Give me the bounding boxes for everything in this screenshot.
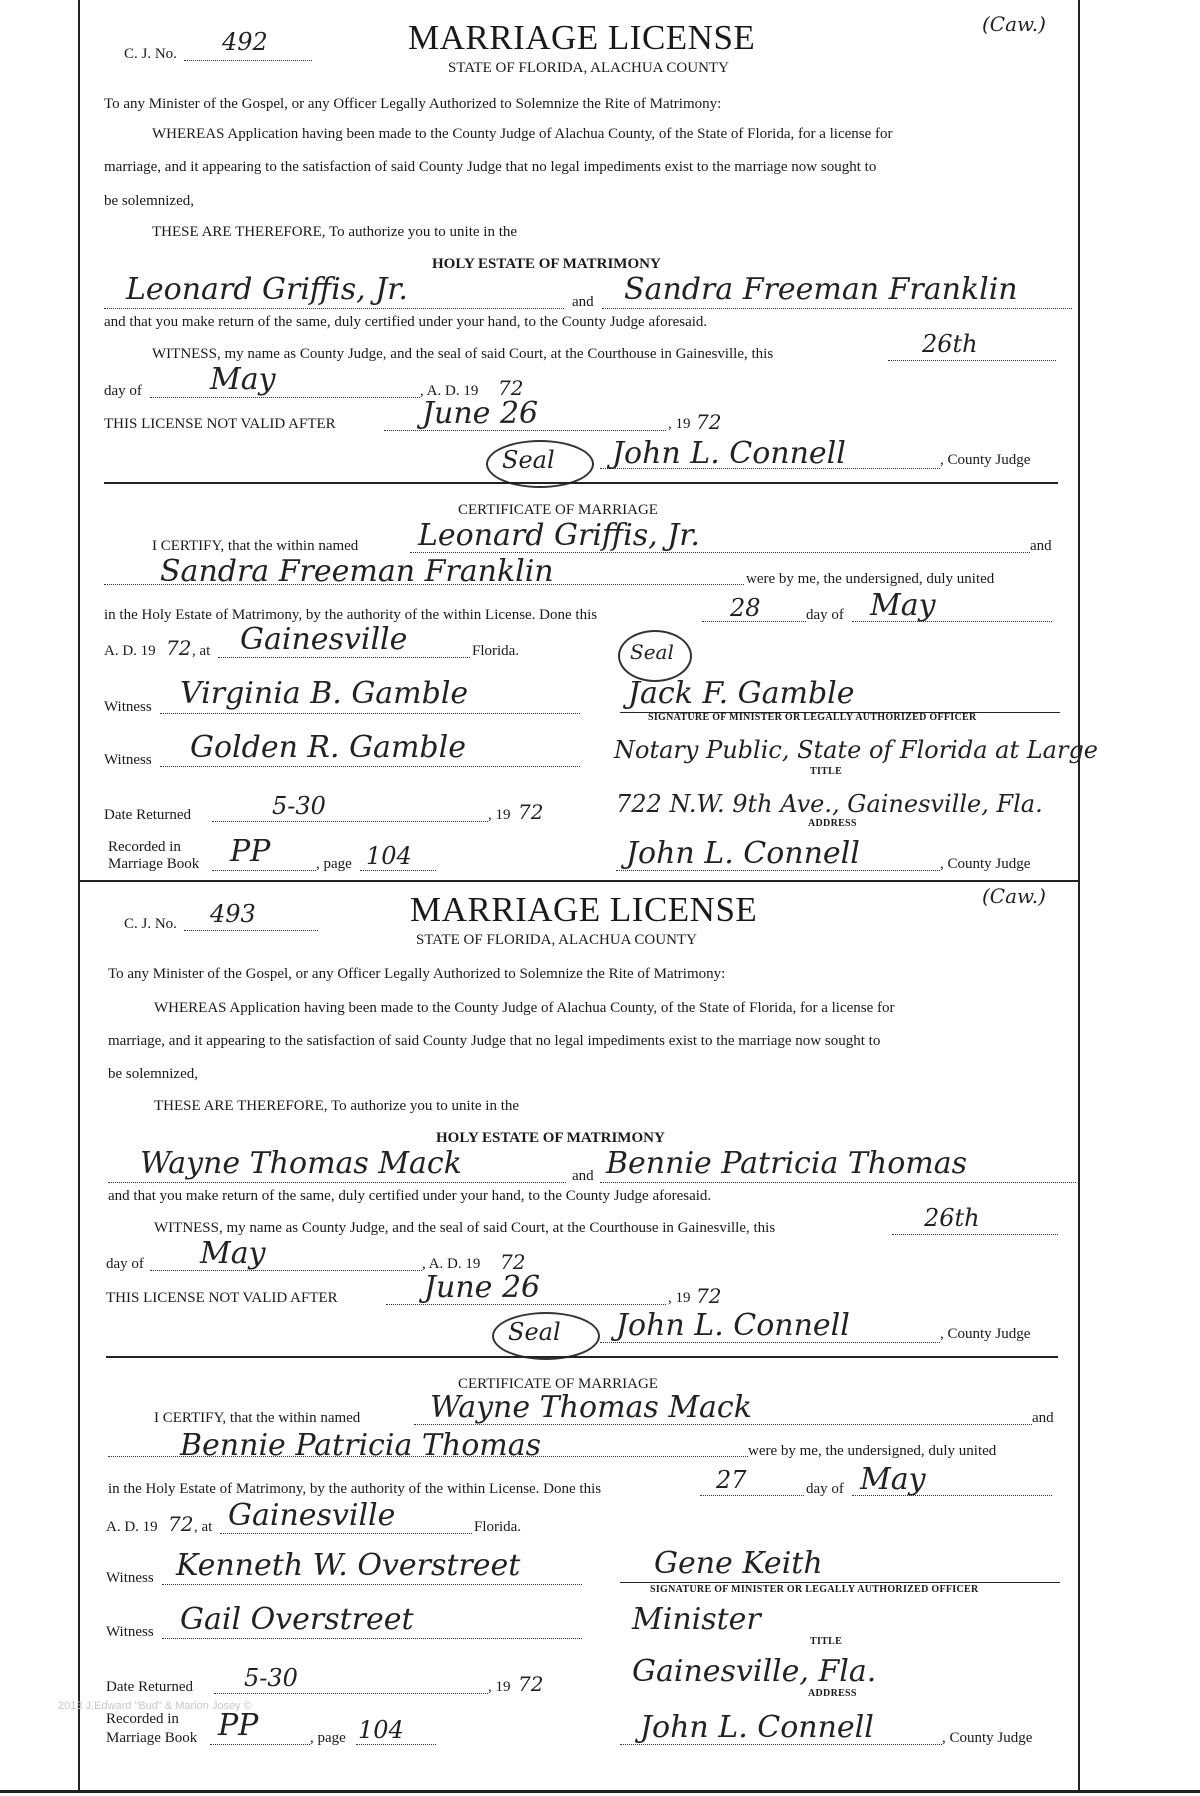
cj-number: 492: [222, 28, 268, 56]
date-returned: 5-30: [244, 1664, 298, 1692]
recorded-label-2: Marriage Book: [108, 856, 200, 872]
section-divider: [104, 482, 1058, 484]
address-line: To any Minister of the Gospel, or any Officer Legally Authorized to Solemnize the Rite of Matrimony:: [104, 96, 722, 112]
license-subtitle: STATE OF FLORIDA, ALACHUA COUNTY: [448, 60, 729, 76]
whereas-line-3: be solemnized,: [104, 193, 194, 209]
holy-estate-heading: HOLY ESTATE OF MATRIMONY: [436, 1130, 665, 1146]
whereas-line-3: be solemnized,: [108, 1066, 198, 1082]
day-of-label: day of: [104, 383, 142, 399]
returned-year: 72: [518, 800, 544, 824]
ad-label: , A. D. 19: [420, 383, 479, 399]
certificate-title: CERTIFICATE OF MARRIAGE: [458, 1376, 658, 1392]
officer-signature: Jack F. Gamble: [628, 676, 855, 711]
certify-label: I CERTIFY, that the within named: [152, 538, 359, 554]
officer-title: Notary Public, State of Florida at Large: [614, 736, 1099, 764]
witness-text: WITNESS, my name as County Judge, and the seal of said Court, at the Courthouse in Gainesville, this: [154, 1220, 776, 1236]
day-of-label: day of: [106, 1256, 144, 1272]
cj-label: C. J. No.: [124, 916, 177, 932]
officer-signature: Gene Keith: [654, 1546, 823, 1581]
holy-estate-line: in the Holy Estate of Matrimony, by the authority of the within License. Done this: [108, 1481, 602, 1497]
page-label: , page: [316, 856, 352, 872]
done-place: Gainesville: [240, 622, 408, 657]
not-valid-label: THIS LICENSE NOT VALID AFTER: [104, 416, 336, 432]
whereas-line-1: WHEREAS Application having been made to the County Judge of Alachua County, of the State of Florida, for a license for: [152, 126, 893, 142]
florida-label: Florida.: [472, 643, 520, 659]
done-month: May: [870, 588, 936, 623]
page-number: 104: [358, 1716, 404, 1744]
cert-groom: Leonard Griffis, Jr.: [418, 518, 700, 553]
county-judge-label: , County Judge: [940, 452, 1031, 468]
seal-text: Seal: [508, 1318, 561, 1346]
cert-bride: Bennie Patricia Thomas: [180, 1428, 541, 1463]
license-subtitle: STATE OF FLORIDA, ALACHUA COUNTY: [416, 932, 697, 948]
license-divider: [80, 880, 1078, 882]
judge-signature: John L. Connell: [616, 1308, 850, 1343]
cert-bride: Sandra Freeman Franklin: [160, 554, 554, 589]
witness-day: 26th: [922, 330, 978, 358]
corner-note: (Caw.): [982, 884, 1046, 908]
whereas-line-1: WHEREAS Application having been made to the County Judge of Alachua County, of the State of Florida, for a license for: [154, 1000, 895, 1016]
were-united: were by me, the undersigned, duly united: [746, 571, 995, 587]
officer-caption: SIGNATURE OF MINISTER OR LEGALLY AUTHORIZED OFFICER: [650, 1584, 979, 1595]
recorder-signature: John L. Connell: [626, 836, 860, 871]
officer-address: 722 N.W. 9th Ave., Gainesville, Fla.: [616, 790, 1043, 818]
certify-label: I CERTIFY, that the within named: [154, 1410, 361, 1426]
ad-label: , A. D. 19: [422, 1256, 481, 1272]
book: PP: [218, 1708, 259, 1743]
returned-year: 72: [518, 1672, 544, 1696]
holy-estate-line: in the Holy Estate of Matrimony, by the authority of the within License. Done this: [104, 607, 598, 623]
return-text: and that you make return of the same, duly certified under your hand, to the County Judge aforesaid.: [104, 314, 708, 330]
bottom-border: [0, 1790, 1200, 1793]
officer-caption: SIGNATURE OF MINISTER OR LEGALLY AUTHORIZED OFFICER: [648, 712, 977, 723]
section-divider: [106, 1356, 1058, 1358]
done-place: Gainesville: [228, 1498, 396, 1533]
cj-label: C. J. No.: [124, 46, 177, 62]
copyright-watermark: 2013 J.Edward "Bud" & Marion Josey ©: [58, 1700, 252, 1712]
witness-label-2: Witness: [104, 752, 152, 768]
returned-year-prefix: , 19: [488, 807, 511, 823]
title-caption: TITLE: [810, 766, 843, 777]
address-caption: ADDRESS: [808, 818, 857, 829]
done-day: 27: [716, 1466, 747, 1494]
title-caption: TITLE: [810, 1636, 843, 1647]
date-returned-label: Date Returned: [106, 1679, 194, 1695]
seal-text: Seal: [502, 446, 555, 474]
cj-number: 493: [210, 900, 256, 928]
day-of-2: day of: [806, 607, 844, 623]
done-year: 72: [166, 636, 192, 660]
page-label: , page: [310, 1730, 346, 1746]
day-of-2: day of: [806, 1481, 844, 1497]
witness-text: WITNESS, my name as County Judge, and the seal of said Court, at the Courthouse in Gainesville, this: [152, 346, 774, 362]
address-line: To any Minister of the Gospel, or any Officer Legally Authorized to Solemnize the Rite of Matrimony:: [108, 966, 726, 982]
county-judge-label: , County Judge: [940, 1326, 1031, 1342]
year: 72: [498, 376, 524, 400]
month: May: [200, 1236, 266, 1271]
not-valid-label: THIS LICENSE NOT VALID AFTER: [106, 1290, 338, 1306]
judge-signature: John L. Connell: [612, 436, 846, 471]
witness-1-signature: Kenneth W. Overstreet: [176, 1548, 521, 1583]
witness-day: 26th: [924, 1204, 980, 1232]
cert-groom: Wayne Thomas Mack: [430, 1390, 752, 1425]
witness-label-1: Witness: [106, 1570, 154, 1586]
done-year: 72: [168, 1512, 194, 1536]
bride-name: Sandra Freeman Franklin: [624, 272, 1018, 307]
month: May: [210, 362, 276, 397]
recorded-label-2: Marriage Book: [106, 1730, 198, 1746]
at-label: , at: [192, 643, 211, 659]
license-title: MARRIAGE LICENSE: [408, 18, 756, 57]
witness-2-signature: Gail Overstreet: [180, 1602, 414, 1637]
bride-name: Bennie Patricia Thomas: [606, 1146, 967, 1181]
witness-label-2: Witness: [106, 1624, 154, 1640]
therefore-line: THESE ARE THEREFORE, To authorize you to unite in the: [152, 224, 518, 240]
recorder-judge-label: , County Judge: [942, 1730, 1033, 1746]
book: PP: [230, 834, 271, 869]
at-label: , at: [194, 1519, 213, 1535]
done-day: 28: [730, 594, 761, 622]
date-returned-label: Date Returned: [104, 807, 192, 823]
not-valid-date: June 26: [422, 396, 539, 431]
not-valid-year: 72: [696, 1284, 722, 1308]
cert-and: and: [1030, 538, 1052, 554]
recorded-label-1: Recorded in: [106, 1711, 179, 1727]
right-border: [1078, 0, 1080, 1790]
cert-seal-text: Seal: [630, 640, 674, 664]
groom-name: Leonard Griffis, Jr.: [126, 272, 408, 307]
ad-at-label: A. D. 19: [104, 643, 156, 659]
recorder-signature: John L. Connell: [640, 1710, 874, 1745]
and-label: and: [572, 1168, 594, 1184]
left-border: [78, 0, 80, 1790]
officer-title: Minister: [632, 1602, 761, 1637]
corner-note: (Caw.): [982, 12, 1046, 36]
whereas-line-2: marriage, and it appearing to the satisfaction of said County Judge that no legal impediments exist to the marriage now sought to: [104, 159, 877, 175]
witness-1-signature: Virginia B. Gamble: [180, 676, 469, 711]
done-month: May: [860, 1462, 926, 1497]
certificate-title: CERTIFICATE OF MARRIAGE: [458, 502, 658, 518]
returned-year-prefix: , 19: [488, 1679, 511, 1695]
and-label: and: [572, 294, 594, 310]
were-united: were by me, the undersigned, duly united: [748, 1443, 997, 1459]
witness-2-signature: Golden R. Gamble: [190, 730, 466, 765]
cert-and: and: [1032, 1410, 1054, 1426]
florida-label: Florida.: [474, 1519, 522, 1535]
groom-name: Wayne Thomas Mack: [140, 1146, 462, 1181]
not-valid-year: 72: [696, 410, 722, 434]
therefore-line: THESE ARE THEREFORE, To authorize you to unite in the: [154, 1098, 520, 1114]
date-returned: 5-30: [272, 792, 326, 820]
witness-label-1: Witness: [104, 699, 152, 715]
whereas-line-2: marriage, and it appearing to the satisfaction of said County Judge that no legal impediments exist to the marriage now sought to: [108, 1033, 881, 1049]
recorder-judge-label: , County Judge: [940, 856, 1031, 872]
return-text: and that you make return of the same, duly certified under your hand, to the County Judge aforesaid.: [108, 1188, 712, 1204]
not-valid-date: June 26: [424, 1270, 541, 1305]
year: 72: [500, 1250, 526, 1274]
license-title: MARRIAGE LICENSE: [410, 890, 758, 929]
holy-estate-heading: HOLY ESTATE OF MATRIMONY: [432, 256, 661, 272]
officer-address: Gainesville, Fla.: [632, 1654, 877, 1689]
recorded-label-1: Recorded in: [108, 839, 181, 855]
page-number: 104: [366, 842, 412, 870]
ad-at-label: A. D. 19: [106, 1519, 158, 1535]
address-caption: ADDRESS: [808, 1688, 857, 1699]
